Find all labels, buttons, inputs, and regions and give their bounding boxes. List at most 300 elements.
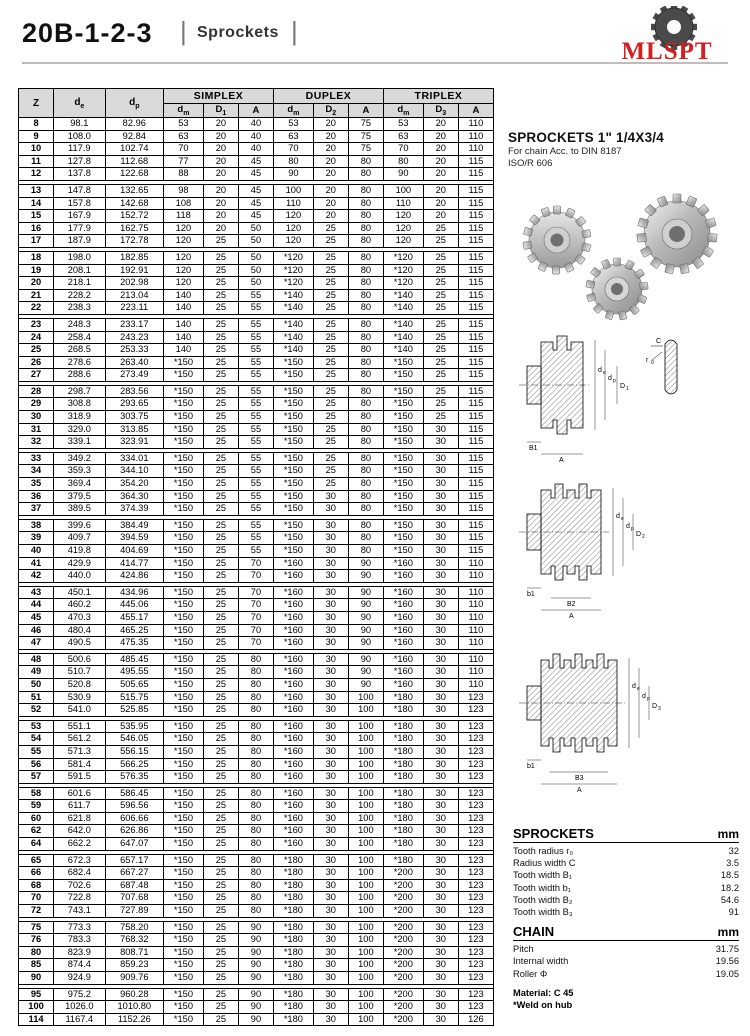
label-a-simplex: A <box>559 457 564 464</box>
cell-z-54: 54 <box>19 733 54 746</box>
cell-dm-24: 140 <box>164 331 204 344</box>
cell-a-18: 80 <box>348 251 383 264</box>
cell-dp-20: 202.98 <box>105 277 163 290</box>
cell-a-38: 115 <box>458 519 493 532</box>
cell-a-40: 55 <box>238 545 273 558</box>
cell-d3-53: 30 <box>423 720 458 733</box>
cell-dm-11: 80 <box>274 155 314 168</box>
table-row <box>19 946 494 959</box>
cell-d1-49: 25 <box>203 666 238 679</box>
cell-d3-18: 25 <box>423 251 458 264</box>
cell-dm-9: 63 <box>383 130 423 143</box>
cell-z-38: 38 <box>19 519 54 532</box>
cell-d2-26: 25 <box>313 356 348 369</box>
cell-a-70: 80 <box>238 892 273 905</box>
cell-d3-44: 30 <box>423 599 458 612</box>
cell-z-16: 16 <box>19 222 54 235</box>
cell-d3-28: 25 <box>423 385 458 398</box>
cell-dm-114: *180 <box>274 1013 314 1026</box>
cell-dm-16: 120 <box>383 222 423 235</box>
cell-z-23: 23 <box>19 318 54 331</box>
spec-row <box>513 955 739 967</box>
cell-dm-59: *160 <box>274 800 314 813</box>
cell-d2-52: 30 <box>313 704 348 717</box>
table-row <box>19 825 494 838</box>
cell-dp-72: 727.89 <box>105 905 163 918</box>
cell-a-27: 80 <box>348 369 383 382</box>
table-row <box>19 264 494 277</box>
cell-d3-34: 30 <box>423 465 458 478</box>
label-dp-duplex: d <box>626 523 630 530</box>
cell-a-10: 40 <box>238 143 273 156</box>
cell-d2-48: 30 <box>313 653 348 666</box>
cell-dm-31: *150 <box>164 423 204 436</box>
cell-a-15: 115 <box>458 210 493 223</box>
cell-dm-31: *150 <box>383 423 423 436</box>
svg-text:e: e <box>637 686 640 692</box>
cell-a-56: 80 <box>238 758 273 771</box>
cell-dm-39: *150 <box>274 532 314 545</box>
label-d1-sub: 1 <box>626 386 629 392</box>
cell-d2-64: 30 <box>313 838 348 851</box>
cell-dm-27: *150 <box>164 369 204 382</box>
cell-d2-43: 30 <box>313 586 348 599</box>
cell-a-48: 80 <box>238 653 273 666</box>
table-row <box>19 503 494 516</box>
cell-dm-114: *150 <box>164 1013 204 1026</box>
cell-dm-28: *150 <box>383 385 423 398</box>
cell-d2-31: 25 <box>313 423 348 436</box>
cell-d3-27: 25 <box>423 369 458 382</box>
cell-a-59: 123 <box>458 800 493 813</box>
cell-a-95: 123 <box>458 988 493 1001</box>
cell-d2-55: 30 <box>313 745 348 758</box>
cell-d1-34: 25 <box>203 465 238 478</box>
spec-value: 54.6 <box>720 894 739 905</box>
cell-d3-72: 30 <box>423 905 458 918</box>
svg-text:e: e <box>621 516 624 522</box>
cell-a-72: 80 <box>238 905 273 918</box>
sprocket-table-wrapper <box>18 88 494 1026</box>
cell-dp-43: 434.96 <box>105 586 163 599</box>
svg-text:p: p <box>647 696 650 702</box>
cell-dp-27: 273.49 <box>105 369 163 382</box>
cell-d2-27: 25 <box>313 369 348 382</box>
cell-a-15: 45 <box>238 210 273 223</box>
cell-d1-33: 25 <box>203 452 238 465</box>
duplex-section-drawing <box>519 484 645 620</box>
cell-a-44: 90 <box>348 599 383 612</box>
cell-dp-48: 485.45 <box>105 653 163 666</box>
cell-dm-12: 90 <box>274 168 314 181</box>
cell-a-47: 70 <box>238 637 273 650</box>
cell-dm-75: *180 <box>274 921 314 934</box>
cell-a-8: 75 <box>348 118 383 131</box>
cell-de-10: 117.9 <box>54 143 105 156</box>
cell-dm-45: *160 <box>383 611 423 624</box>
col-d2: $D_2$ <box>313 104 348 118</box>
cell-a-55: 123 <box>458 745 493 758</box>
cell-dm-10: 70 <box>383 143 423 156</box>
cell-d2-51: 30 <box>313 691 348 704</box>
cell-dm-80: *180 <box>274 946 314 959</box>
cell-dp-16: 162.75 <box>105 222 163 235</box>
cell-de-56: 581.4 <box>54 758 105 771</box>
cell-z-45: 45 <box>19 611 54 624</box>
cell-d2-39: 30 <box>313 532 348 545</box>
cell-dm-45: *160 <box>274 611 314 624</box>
spec-label: Tooth width B₂ <box>513 894 573 905</box>
cell-dm-57: *160 <box>274 771 314 784</box>
cell-dm-27: *150 <box>383 369 423 382</box>
table-row <box>19 478 494 491</box>
cell-a-25: 55 <box>238 344 273 357</box>
table-row <box>19 277 494 290</box>
col-de: $d_e$ <box>54 89 105 118</box>
table-head <box>19 89 494 118</box>
cell-a-75: 90 <box>238 921 273 934</box>
cell-dm-28: *150 <box>274 385 314 398</box>
table-row <box>19 411 494 424</box>
cell-d1-53: 25 <box>203 720 238 733</box>
cell-dm-49: *150 <box>164 666 204 679</box>
table-row <box>19 143 494 156</box>
cell-dm-62: *150 <box>164 825 204 838</box>
cell-dm-16: 120 <box>164 222 204 235</box>
table-row <box>19 838 494 851</box>
cell-a-12: 45 <box>238 168 273 181</box>
cell-d3-114: 30 <box>423 1013 458 1026</box>
cell-a-41: 70 <box>238 557 273 570</box>
cell-dm-95: *180 <box>274 988 314 1001</box>
cell-a-34: 55 <box>238 465 273 478</box>
cell-dp-42: 424.86 <box>105 570 163 583</box>
cell-d3-80: 30 <box>423 946 458 959</box>
specs-chain-title: CHAIN <box>513 924 555 940</box>
cell-a-33: 115 <box>458 452 493 465</box>
cell-dm-28: *150 <box>164 385 204 398</box>
cell-dm-29: *150 <box>274 398 314 411</box>
cell-a-31: 80 <box>348 423 383 436</box>
cell-d2-13: 20 <box>313 184 348 197</box>
spec-value: 91 <box>728 907 739 918</box>
table-row <box>19 611 494 624</box>
cell-a-76: 90 <box>238 934 273 947</box>
right-title: SPROCKETS 1" 1/4X3/4 <box>508 130 664 145</box>
cell-dm-90: *200 <box>383 972 423 985</box>
cell-z-90: 90 <box>19 972 54 985</box>
group-simplex: SIMPLEX <box>164 89 274 104</box>
cell-a-53: 123 <box>458 720 493 733</box>
cell-a-37: 115 <box>458 503 493 516</box>
cell-a-48: 90 <box>348 653 383 666</box>
cell-dm-17: 120 <box>274 235 314 248</box>
cell-d2-76: 30 <box>313 934 348 947</box>
table-row <box>19 988 494 1001</box>
cell-d3-24: 25 <box>423 331 458 344</box>
cell-z-62: 62 <box>19 825 54 838</box>
cell-a-12: 80 <box>348 168 383 181</box>
cell-d2-114: 30 <box>313 1013 348 1026</box>
cell-de-95: 975.2 <box>54 988 105 1001</box>
cell-de-57: 591.5 <box>54 771 105 784</box>
simplex-section-drawing <box>519 336 629 464</box>
spec-label: Tooth radius r₀ <box>513 846 574 856</box>
cell-dm-72: *180 <box>274 905 314 918</box>
table-row <box>19 385 494 398</box>
cell-dp-100: 1010.80 <box>105 1001 163 1014</box>
cell-de-85: 874.4 <box>54 959 105 972</box>
cell-d3-75: 30 <box>423 921 458 934</box>
cell-de-35: 369.4 <box>54 478 105 491</box>
cell-d1-50: 25 <box>203 678 238 691</box>
cell-a-62: 80 <box>238 825 273 838</box>
page-header <box>0 0 750 72</box>
cell-a-52: 100 <box>348 704 383 717</box>
table-row <box>19 892 494 905</box>
cell-a-39: 55 <box>238 532 273 545</box>
table-row <box>19 210 494 223</box>
cell-d3-66: 30 <box>423 867 458 880</box>
cell-d1-42: 25 <box>203 570 238 583</box>
cell-dm-44: *160 <box>383 599 423 612</box>
cell-dm-26: *150 <box>383 356 423 369</box>
cell-dp-53: 535.95 <box>105 720 163 733</box>
cell-dp-23: 233.17 <box>105 318 163 331</box>
title-separator: | <box>180 16 187 46</box>
cell-dp-95: 960.28 <box>105 988 163 1001</box>
cell-dm-75: *150 <box>164 921 204 934</box>
cell-dp-36: 364.30 <box>105 490 163 503</box>
cell-de-43: 450.1 <box>54 586 105 599</box>
cell-z-26: 26 <box>19 356 54 369</box>
cell-a-38: 55 <box>238 519 273 532</box>
cell-d2-47: 30 <box>313 637 348 650</box>
cell-d2-44: 30 <box>313 599 348 612</box>
cell-de-39: 409.7 <box>54 532 105 545</box>
cell-de-19: 208.1 <box>54 264 105 277</box>
cell-dm-58: *150 <box>164 787 204 800</box>
cell-d3-68: 30 <box>423 879 458 892</box>
cell-dm-44: *150 <box>164 599 204 612</box>
cell-d3-43: 30 <box>423 586 458 599</box>
cell-d1-57: 25 <box>203 771 238 784</box>
cell-dm-50: *160 <box>383 678 423 691</box>
cell-d3-21: 25 <box>423 289 458 302</box>
cell-d1-12: 20 <box>203 168 238 181</box>
cell-dp-114: 1152.26 <box>105 1013 163 1026</box>
cell-dm-49: *160 <box>383 666 423 679</box>
cell-a-80: 90 <box>238 946 273 959</box>
cell-de-31: 329.0 <box>54 423 105 436</box>
cell-d1-59: 25 <box>203 800 238 813</box>
cell-de-17: 187.9 <box>54 235 105 248</box>
cell-a-31: 55 <box>238 423 273 436</box>
cell-a-15: 80 <box>348 210 383 223</box>
cell-dp-44: 445.06 <box>105 599 163 612</box>
spec-label: Radius width C <box>513 858 576 869</box>
cell-d1-54: 25 <box>203 733 238 746</box>
cell-dp-55: 556.15 <box>105 745 163 758</box>
cell-d1-21: 25 <box>203 289 238 302</box>
cell-d2-90: 30 <box>313 972 348 985</box>
table-row <box>19 369 494 382</box>
cell-a-19: 115 <box>458 264 493 277</box>
table-row <box>19 545 494 558</box>
cell-a-65: 100 <box>348 854 383 867</box>
cell-z-29: 29 <box>19 398 54 411</box>
cell-dm-53: *150 <box>164 720 204 733</box>
cell-z-58: 58 <box>19 787 54 800</box>
cell-d2-25: 25 <box>313 344 348 357</box>
cell-d2-28: 25 <box>313 385 348 398</box>
cell-d1-100: 25 <box>203 1001 238 1014</box>
cell-d1-60: 25 <box>203 812 238 825</box>
cell-dm-12: 90 <box>383 168 423 181</box>
spec-label: Pitch <box>513 944 534 955</box>
cell-a-100: 100 <box>348 1001 383 1014</box>
cell-d1-9: 20 <box>203 130 238 143</box>
cell-a-41: 90 <box>348 557 383 570</box>
cell-a-33: 80 <box>348 452 383 465</box>
cell-de-52: 541.0 <box>54 704 105 717</box>
cell-dp-30: 303.75 <box>105 411 163 424</box>
cell-d2-85: 30 <box>313 959 348 972</box>
specs-chain-rows <box>513 943 739 980</box>
cell-dp-70: 707.68 <box>105 892 163 905</box>
cell-dm-15: 120 <box>383 210 423 223</box>
cell-dm-53: *160 <box>274 720 314 733</box>
cell-a-19: 80 <box>348 264 383 277</box>
cell-a-16: 80 <box>348 222 383 235</box>
cell-a-60: 80 <box>238 812 273 825</box>
cell-a-60: 123 <box>458 812 493 825</box>
cell-de-22: 238.3 <box>54 302 105 315</box>
cell-dp-68: 687.48 <box>105 879 163 892</box>
cell-d1-56: 25 <box>203 758 238 771</box>
cell-dp-22: 223.11 <box>105 302 163 315</box>
cell-a-24: 55 <box>238 331 273 344</box>
spec-value: 19.05 <box>715 968 739 979</box>
cell-a-41: 110 <box>458 557 493 570</box>
cell-dp-35: 354.20 <box>105 478 163 491</box>
cell-dm-29: *150 <box>164 398 204 411</box>
cell-d2-32: 25 <box>313 436 348 449</box>
cell-de-46: 480.4 <box>54 624 105 637</box>
cell-z-20: 20 <box>19 277 54 290</box>
cell-z-50: 50 <box>19 678 54 691</box>
cell-dm-46: *160 <box>383 624 423 637</box>
cell-d3-62: 30 <box>423 825 458 838</box>
cell-d2-17: 25 <box>313 235 348 248</box>
cell-dm-17: 120 <box>164 235 204 248</box>
cell-dm-33: *150 <box>274 452 314 465</box>
cell-a-11: 115 <box>458 155 493 168</box>
cell-a-44: 110 <box>458 599 493 612</box>
cell-a-70: 123 <box>458 892 493 905</box>
cell-de-40: 419.8 <box>54 545 105 558</box>
cell-d2-58: 30 <box>313 787 348 800</box>
cell-d1-72: 25 <box>203 905 238 918</box>
label-de-duplex: d <box>616 513 620 520</box>
cell-z-28: 28 <box>19 385 54 398</box>
specs-note-weld: *Weld on hub <box>513 999 573 1010</box>
cell-de-37: 389.5 <box>54 503 105 516</box>
table-row <box>19 787 494 800</box>
cell-a-10: 75 <box>348 143 383 156</box>
cell-dm-52: *180 <box>383 704 423 717</box>
cell-dm-10: 70 <box>274 143 314 156</box>
cell-d2-45: 30 <box>313 611 348 624</box>
cell-de-15: 167.9 <box>54 210 105 223</box>
cell-a-16: 50 <box>238 222 273 235</box>
col-d1: $D_1$ <box>203 104 238 118</box>
cell-de-24: 258.4 <box>54 331 105 344</box>
cell-d3-26: 25 <box>423 356 458 369</box>
cell-d1-45: 25 <box>203 611 238 624</box>
spec-value: 31.75 <box>715 944 739 955</box>
cell-a-65: 80 <box>238 854 273 867</box>
group-duplex: DUPLEX <box>274 89 384 104</box>
cell-a-9: 75 <box>348 130 383 143</box>
cell-a-9: 110 <box>458 130 493 143</box>
table-row <box>19 867 494 880</box>
cell-a-51: 100 <box>348 691 383 704</box>
cell-dm-62: *180 <box>383 825 423 838</box>
table-row <box>19 452 494 465</box>
cell-d3-70: 30 <box>423 892 458 905</box>
table-row <box>19 168 494 181</box>
cell-dm-22: 140 <box>164 302 204 315</box>
cell-dp-80: 808.71 <box>105 946 163 959</box>
cell-dm-34: *150 <box>274 465 314 478</box>
cell-a-38: 80 <box>348 519 383 532</box>
drawings-svg <box>505 332 745 827</box>
cell-a-95: 100 <box>348 988 383 1001</box>
cell-a-21: 115 <box>458 289 493 302</box>
cell-dm-100: *180 <box>274 1001 314 1014</box>
label-de: d <box>598 367 602 374</box>
cell-d1-76: 25 <box>203 934 238 947</box>
cell-dm-75: *200 <box>383 921 423 934</box>
cell-de-65: 672.3 <box>54 854 105 867</box>
cell-a-27: 55 <box>238 369 273 382</box>
cell-dp-24: 243.23 <box>105 331 163 344</box>
cell-a-37: 55 <box>238 503 273 516</box>
cell-a-114: 90 <box>238 1013 273 1026</box>
cell-dm-15: 118 <box>164 210 204 223</box>
right-line-1: For chain Acc. to DIN 8187 <box>508 146 622 157</box>
cell-dp-41: 414.77 <box>105 557 163 570</box>
cell-d3-10: 20 <box>423 143 458 156</box>
cell-de-58: 601.6 <box>54 787 105 800</box>
label-r0-sub: 0 <box>651 360 654 366</box>
cell-a-34: 115 <box>458 465 493 478</box>
label-de-sub: e <box>603 370 606 376</box>
table-row <box>19 905 494 918</box>
cell-a-30: 115 <box>458 411 493 424</box>
cell-d3-54: 30 <box>423 733 458 746</box>
cell-z-60: 60 <box>19 812 54 825</box>
cell-a-114: 126 <box>458 1013 493 1026</box>
cell-a-13: 45 <box>238 184 273 197</box>
cell-dp-18: 182.85 <box>105 251 163 264</box>
cell-a-58: 80 <box>238 787 273 800</box>
cell-de-66: 682.4 <box>54 867 105 880</box>
cell-a-29: 55 <box>238 398 273 411</box>
col-dm-triplex: $d_m$ <box>383 104 423 118</box>
cell-dm-30: *150 <box>164 411 204 424</box>
